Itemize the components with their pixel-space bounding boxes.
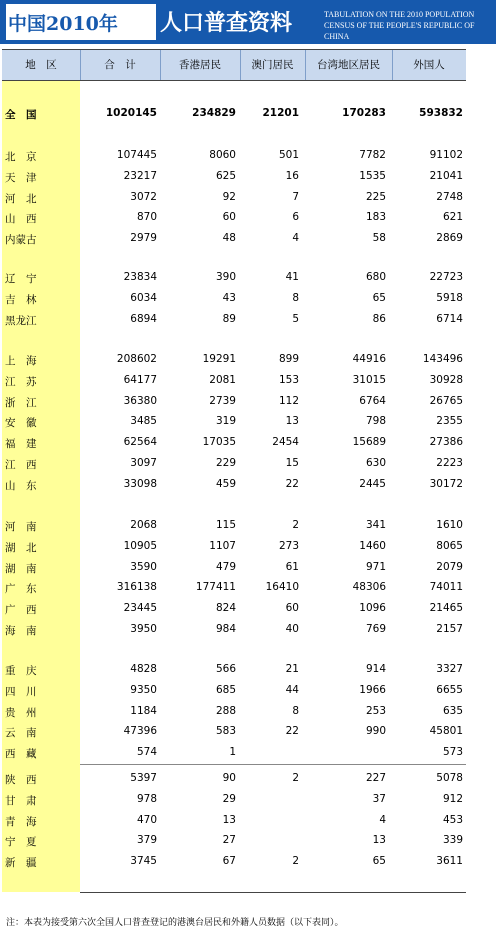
table-row: [0, 831, 496, 851]
cell-taiwan: 183: [365, 211, 386, 223]
table-row: [0, 433, 496, 453]
cell-taiwan: 1096: [359, 602, 386, 614]
cell-macao: 44: [285, 684, 299, 696]
cell-total: 10905: [123, 540, 157, 552]
cell-total: 2979: [130, 232, 157, 244]
cell-taiwan: 2445: [359, 478, 386, 490]
cell-taiwan: 1535: [359, 170, 386, 182]
cell-macao: 22: [285, 725, 299, 737]
table-row: [0, 681, 496, 701]
cell-foreign: 2355: [436, 415, 463, 427]
column-divider: [305, 49, 306, 80]
cell-hongkong: 13: [222, 814, 236, 826]
cell-macao: 899: [278, 353, 299, 365]
cell-foreign: 6714: [436, 313, 463, 325]
cell-hongkong: 90: [222, 772, 236, 784]
cell-taiwan: 7782: [359, 149, 386, 161]
cell-hongkong: 229: [215, 457, 236, 469]
cell-hongkong: 1: [229, 746, 236, 758]
region-name: 重 庆: [5, 665, 37, 677]
cell-foreign: 30928: [429, 374, 463, 386]
column-header-4: 台湾地区居民: [317, 59, 380, 71]
cell-total: 1020145: [105, 107, 157, 119]
column-header-1: 合 计: [104, 59, 136, 71]
table-top-rule: [2, 49, 466, 50]
region-name: 河 北: [5, 193, 37, 205]
cell-total: 47396: [123, 725, 157, 737]
cell-hongkong: 1107: [209, 540, 236, 552]
cell-foreign: 1610: [436, 519, 463, 531]
region-name: 陕 西: [5, 774, 37, 786]
region-name: 湖 南: [5, 563, 37, 575]
cell-taiwan: 1966: [359, 684, 386, 696]
cell-total: 3950: [130, 623, 157, 635]
cell-hongkong: 319: [215, 415, 236, 427]
cell-foreign: 2079: [436, 561, 463, 573]
cell-foreign: 339: [442, 834, 463, 846]
cell-macao: 61: [285, 561, 299, 573]
cell-taiwan: 4: [379, 814, 386, 826]
cell-macao: 4: [292, 232, 299, 244]
cell-taiwan: 65: [372, 855, 386, 867]
region-name: 内蒙古: [5, 234, 37, 246]
cell-macao: 6: [292, 211, 299, 223]
cell-macao: 40: [285, 623, 299, 635]
cell-foreign: 2223: [436, 457, 463, 469]
cell-taiwan: 65: [372, 292, 386, 304]
region-name: 全 国: [5, 109, 37, 121]
table-row: [0, 702, 496, 722]
table-row: [0, 350, 496, 370]
page-header: [0, 0, 496, 44]
table-row: [0, 229, 496, 249]
region-name: 新 疆: [5, 857, 37, 869]
cell-macao: 2: [292, 519, 299, 531]
cell-foreign: 3327: [436, 663, 463, 675]
cell-total: 4828: [130, 663, 157, 675]
cell-total: 978: [136, 793, 157, 805]
region-name: 甘 肃: [5, 795, 37, 807]
header-bottom-rule: [2, 80, 466, 81]
cell-foreign: 22723: [429, 271, 463, 283]
cell-foreign: 8065: [436, 540, 463, 552]
column-header-0: 地 区: [25, 59, 57, 71]
cell-foreign: 21465: [429, 602, 463, 614]
cell-foreign: 2869: [436, 232, 463, 244]
cell-hongkong: 288: [215, 705, 236, 717]
column-header-2: 香港居民: [179, 59, 221, 71]
table-row: [0, 475, 496, 495]
title-en: TABULATION ON THE 2010 POPULATION CENSUS OF THE PEOPLE'S REPUBLIC OF CHINA: [324, 10, 475, 41]
cell-hongkong: 92: [222, 191, 236, 203]
cell-taiwan: 48306: [352, 581, 386, 593]
cell-hongkong: 60: [222, 211, 236, 223]
cell-hongkong: 583: [215, 725, 236, 737]
cell-total: 3590: [130, 561, 157, 573]
cell-taiwan: 58: [372, 232, 386, 244]
cell-taiwan: 86: [372, 313, 386, 325]
cell-taiwan: 225: [365, 191, 386, 203]
cell-macao: 273: [278, 540, 299, 552]
cell-taiwan: 971: [365, 561, 386, 573]
cell-hongkong: 19291: [202, 353, 236, 365]
cell-hongkong: 685: [215, 684, 236, 696]
cell-foreign: 5078: [436, 772, 463, 784]
region-name: 广 东: [5, 583, 37, 595]
table-row: [0, 412, 496, 432]
column-divider: [80, 49, 81, 80]
region-name: 天 津: [5, 172, 37, 184]
cell-foreign: 143496: [422, 353, 463, 365]
cell-foreign: 912: [442, 793, 463, 805]
cell-macao: 15: [285, 457, 299, 469]
cell-total: 3485: [130, 415, 157, 427]
table-row: [0, 516, 496, 536]
table-row: [0, 769, 496, 789]
group-separator-rule: [80, 764, 466, 765]
cell-hongkong: 67: [222, 855, 236, 867]
region-name: 贵 州: [5, 707, 37, 719]
region-name: 浙 江: [5, 397, 37, 409]
region-name: 湖 北: [5, 542, 37, 554]
cell-hongkong: 234829: [192, 107, 236, 119]
table-row: [0, 208, 496, 228]
cell-taiwan: 170283: [342, 107, 386, 119]
cell-macao: 8: [292, 292, 299, 304]
table-row: [0, 537, 496, 557]
region-name: 江 西: [5, 459, 37, 471]
cell-foreign: 21041: [429, 170, 463, 182]
region-name: 福 建: [5, 438, 37, 450]
cell-macao: 112: [278, 395, 299, 407]
cell-total: 208602: [116, 353, 157, 365]
region-name: 黑龙江: [5, 315, 37, 327]
cell-macao: 7: [292, 191, 299, 203]
cell-macao: 21: [285, 663, 299, 675]
region-name: 江 苏: [5, 376, 37, 388]
cell-macao: 41: [285, 271, 299, 283]
cell-macao: 501: [278, 149, 299, 161]
title-cn: 中国2010年: [8, 12, 118, 35]
cell-hongkong: 459: [215, 478, 236, 490]
cell-taiwan: 15689: [352, 436, 386, 448]
cell-foreign: 2157: [436, 623, 463, 635]
region-name: 广 西: [5, 604, 37, 616]
cell-hongkong: 2081: [209, 374, 236, 386]
cell-hongkong: 43: [222, 292, 236, 304]
cell-macao: 2454: [272, 436, 299, 448]
cell-total: 23445: [123, 602, 157, 614]
region-name: 青 海: [5, 816, 37, 828]
region-name: 宁 夏: [5, 836, 37, 848]
table-bottom-rule: [80, 892, 466, 893]
title-box: [6, 4, 156, 40]
cell-hongkong: 566: [215, 663, 236, 675]
cell-total: 36380: [123, 395, 157, 407]
cell-foreign: 6655: [436, 684, 463, 696]
cell-foreign: 91102: [429, 149, 463, 161]
cell-taiwan: 798: [365, 415, 386, 427]
cell-hongkong: 824: [215, 602, 236, 614]
cell-foreign: 635: [442, 705, 463, 717]
region-name: 山 东: [5, 480, 37, 492]
cell-taiwan: 680: [365, 271, 386, 283]
region-name: 海 南: [5, 625, 37, 637]
cell-hongkong: 8060: [209, 149, 236, 161]
cell-macao: 13: [285, 415, 299, 427]
region-name: 上 海: [5, 355, 37, 367]
table-row: [0, 310, 496, 330]
region-name: 安 徽: [5, 417, 37, 429]
cell-total: 23834: [123, 271, 157, 283]
cell-taiwan: 31015: [352, 374, 386, 386]
column-header-3: 澳门居民: [251, 59, 294, 71]
cell-total: 1184: [130, 705, 157, 717]
table-row: [0, 167, 496, 187]
cell-total: 64177: [123, 374, 157, 386]
region-name: 西 藏: [5, 748, 37, 760]
cell-taiwan: 769: [365, 623, 386, 635]
cell-macao: 2: [292, 855, 299, 867]
cell-hongkong: 29: [222, 793, 236, 805]
table-row: [0, 558, 496, 578]
cell-taiwan: 630: [365, 457, 386, 469]
table-row: [0, 599, 496, 619]
cell-foreign: 573: [442, 746, 463, 758]
cell-macao: 16: [285, 170, 299, 182]
cell-hongkong: 17035: [202, 436, 236, 448]
cell-taiwan: 44916: [352, 353, 386, 365]
cell-taiwan: 37: [372, 793, 386, 805]
region-name: 四 川: [5, 686, 37, 698]
cell-hongkong: 479: [215, 561, 236, 573]
cell-taiwan: 1460: [359, 540, 386, 552]
cell-macao: 5: [292, 313, 299, 325]
cell-macao: 8: [292, 705, 299, 717]
cell-total: 62564: [123, 436, 157, 448]
cell-hongkong: 48: [222, 232, 236, 244]
cell-macao: 22: [285, 478, 299, 490]
cell-total: 3072: [130, 191, 157, 203]
cell-macao: 16410: [265, 581, 299, 593]
table-row: [0, 722, 496, 742]
cell-hongkong: 115: [215, 519, 236, 531]
cell-total: 379: [136, 834, 157, 846]
cell-macao: 153: [278, 374, 299, 386]
cell-taiwan: 6764: [359, 395, 386, 407]
region-name: 北 京: [5, 151, 37, 163]
cell-hongkong: 625: [215, 170, 236, 182]
region-name: 辽 宁: [5, 273, 37, 285]
cell-hongkong: 984: [215, 623, 236, 635]
cell-foreign: 453: [442, 814, 463, 826]
cell-total: 6894: [130, 313, 157, 325]
cell-foreign: 5918: [436, 292, 463, 304]
cell-total: 470: [136, 814, 157, 826]
table-row: [0, 188, 496, 208]
table-row: [0, 852, 496, 872]
table-row: [0, 811, 496, 831]
cell-foreign: 3611: [436, 855, 463, 867]
region-name: 河 南: [5, 521, 37, 533]
cell-foreign: 26765: [429, 395, 463, 407]
table-row: [0, 620, 496, 640]
table-row: [0, 268, 496, 288]
column-divider: [240, 49, 241, 80]
table-row: [0, 454, 496, 474]
cell-total: 6034: [130, 292, 157, 304]
cell-total: 316138: [116, 581, 157, 593]
cell-hongkong: 177411: [195, 581, 236, 593]
cell-total: 3097: [130, 457, 157, 469]
cell-foreign: 45801: [429, 725, 463, 737]
column-header-5: 外国人: [413, 59, 445, 71]
cell-hongkong: 390: [215, 271, 236, 283]
cell-macao: 2: [292, 772, 299, 784]
cell-total: 870: [136, 211, 157, 223]
cell-taiwan: 253: [365, 705, 386, 717]
cell-taiwan: 227: [365, 772, 386, 784]
cell-foreign: 30172: [429, 478, 463, 490]
cell-total: 9350: [130, 684, 157, 696]
cell-taiwan: 990: [365, 725, 386, 737]
cell-foreign: 621: [442, 211, 463, 223]
region-name: 云 南: [5, 727, 37, 739]
total-row: [0, 104, 496, 124]
cell-taiwan: 914: [365, 663, 386, 675]
cell-foreign: 27386: [429, 436, 463, 448]
cell-hongkong: 2739: [209, 395, 236, 407]
table-row: [0, 289, 496, 309]
region-name: 山 西: [5, 213, 37, 225]
column-divider: [160, 49, 161, 80]
column-divider: [392, 49, 393, 80]
cell-taiwan: 13: [372, 834, 386, 846]
title-cn-secondary: 人口普查资料: [160, 10, 293, 36]
cell-total: 2068: [130, 519, 157, 531]
cell-foreign: 2748: [436, 191, 463, 203]
cell-total: 23217: [123, 170, 157, 182]
cell-foreign: 74011: [429, 581, 463, 593]
table-row: [0, 146, 496, 166]
cell-foreign: 593832: [419, 107, 463, 119]
table-row: [0, 578, 496, 598]
cell-macao: 60: [285, 602, 299, 614]
footnote: 注：本表为接受第六次全国人口普查登记的港澳台居民和外籍人员数据（以下表同）。: [6, 918, 344, 928]
table-row: [0, 790, 496, 810]
cell-taiwan: 341: [365, 519, 386, 531]
cell-hongkong: 89: [222, 313, 236, 325]
cell-total: 574: [136, 746, 157, 758]
table-row: [0, 743, 496, 763]
cell-total: 5397: [130, 772, 157, 784]
cell-hongkong: 27: [222, 834, 236, 846]
cell-total: 107445: [116, 149, 157, 161]
table-row: [0, 371, 496, 391]
table-row: [0, 660, 496, 680]
cell-total: 33098: [123, 478, 157, 490]
table-row: [0, 392, 496, 412]
cell-macao: 21201: [262, 107, 299, 119]
region-name: 吉 林: [5, 294, 37, 306]
cell-total: 3745: [130, 855, 157, 867]
